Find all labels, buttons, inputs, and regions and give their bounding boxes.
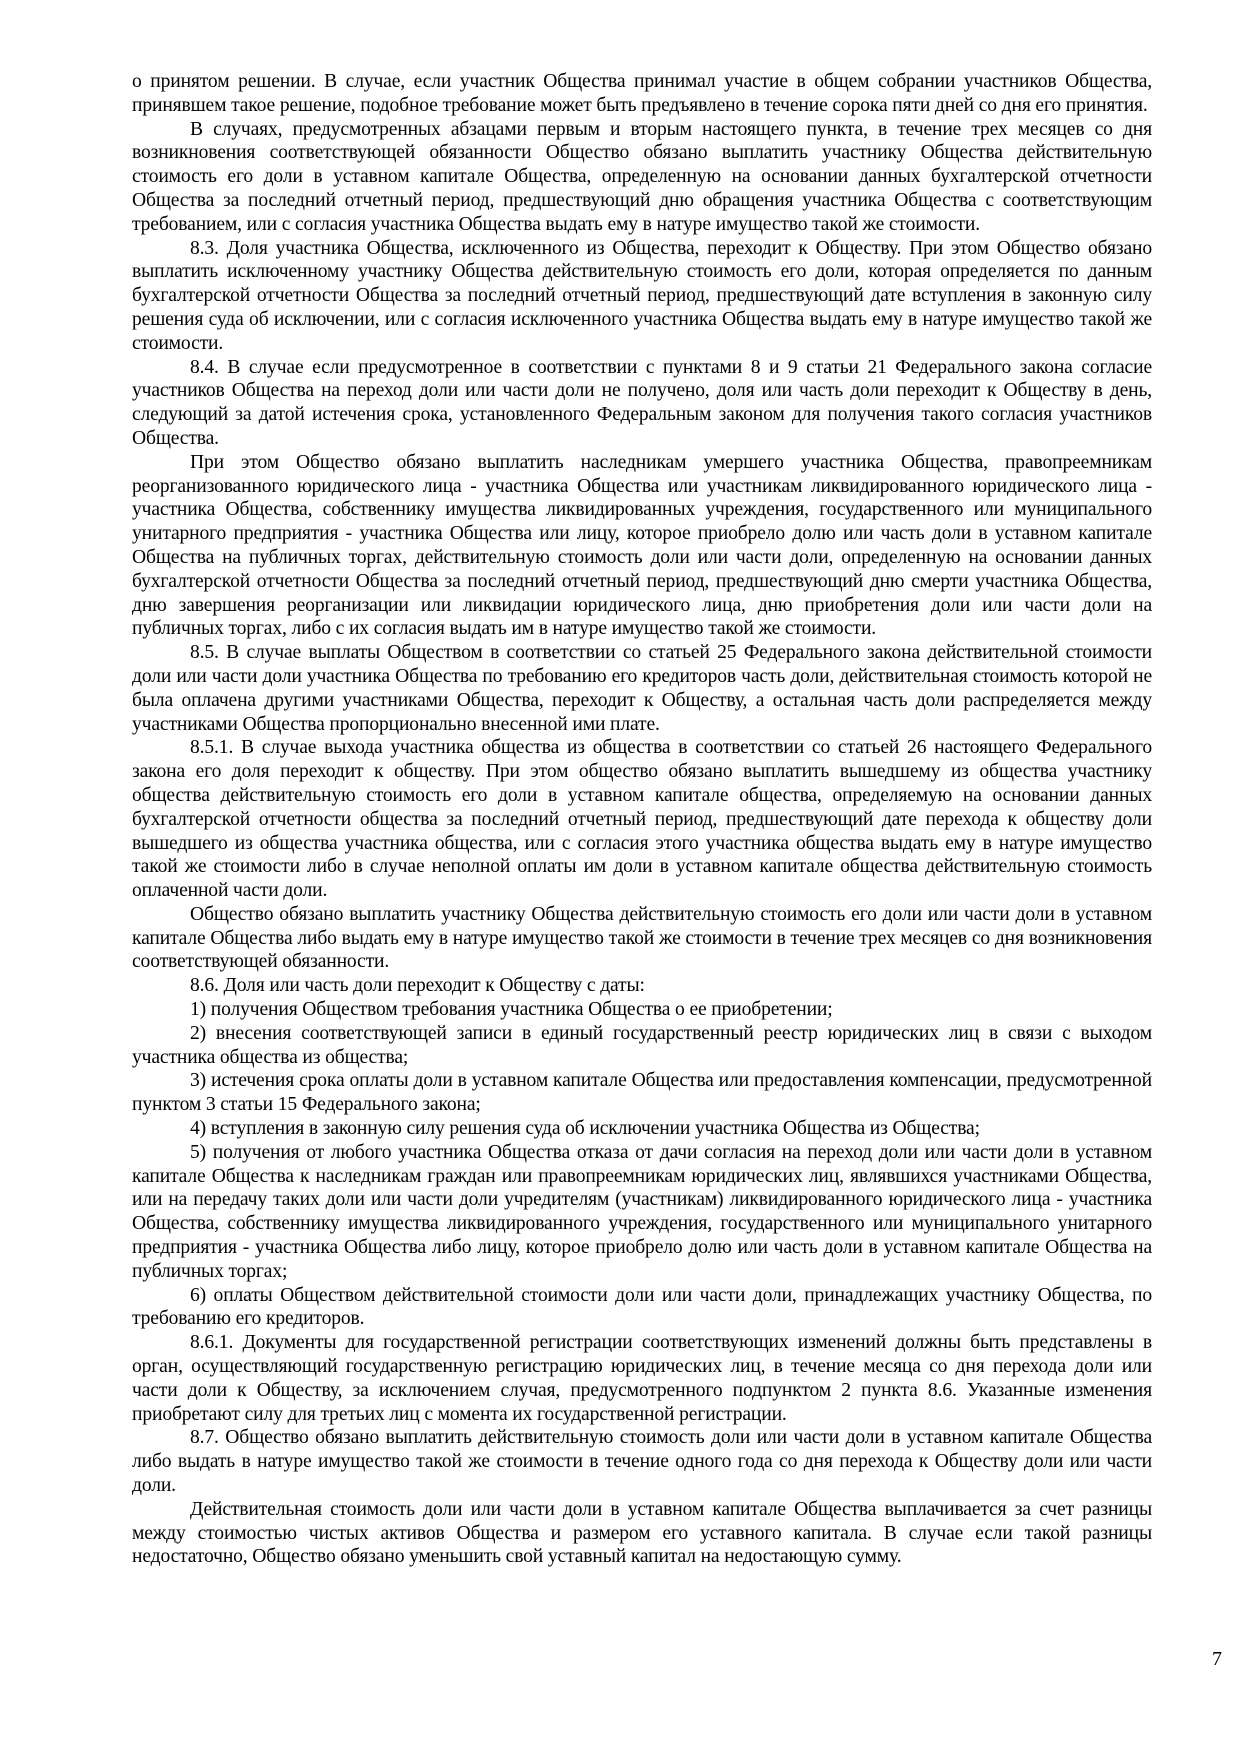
- paragraph-8-4: 8.4. В случае если предусмотренное в соответствии с пунктами 8 и 9 статьи 21 Федерального закона согласие участников Общества на переход доли или части доли не получено, доля или часть доли переходит к Обществу в день, следующий за датой истечения срока, установленного Федеральным законом для получения такого согласия участников Общества.: [132, 356, 1152, 449]
- document-body: [132, 70, 1152, 1569]
- list-item-6: 6) оплаты Обществом действительной стоимости доли или части доли, принадлежащих участнику Общества, по требованию его кредиторов.: [132, 1284, 1152, 1330]
- page-number: 7: [1212, 1648, 1222, 1670]
- paragraph-8-5-1: 8.5.1. В случае выхода участника общества из общества в соответствии со статьей 26 настоящего Федерального закона его доля переходит к обществу. При этом общество обязано выплатить вышедшему из общества участнику общества действительную стоимость его доли в уставном капитале общества, определяемую на основании данных бухгалтерской отчетности общества за последний отчетный период, предшествующий дате перехода к обществу доли вышедшего из общества участника общества, или с согласия этого участника общества выдать ему в натуре имущество такой же стоимости либо в случае неполной оплаты им доли в уставном капитале общества действительную стоимость оплаченной части доли.: [132, 737, 1152, 902]
- paragraph-actual-value: Действительная стоимость доли или части доли в уставном капитале Общества выплачивается за счет разницы между стоимостью чистых активов Общества и размером его уставного капитала. В случае если такой разницы недостаточно, Общество обязано уменьшить свой уставный капитал на недостающую сумму.: [132, 1498, 1152, 1568]
- paragraph-payment-obligation: Общество обязано выплатить участнику Общества действительную стоимость его доли или части доли в уставном капитале Общества либо выдать ему в натуре имущество такой же стоимости в течение трех месяцев со дня возникновения соответствующей обязанности.: [132, 903, 1152, 973]
- paragraph-8-6-1: 8.6.1. Документы для государственной регистрации соответствующих изменений должны быть представлены в орган, осуществляющий государственную регистрацию юридических лиц, в течение месяца со дня перехода доли или части доли к Обществу, за исключением случая, предусмотренного подпунктом 2 пункта 8.6. Указанные изменения приобретают силу для третьих лиц с момента их государственной регистрации.: [132, 1332, 1152, 1425]
- list-item-2: 2) внесения соответствующей записи в единый государственный реестр юридических лиц в связи с выходом участника общества из общества;: [132, 1022, 1152, 1068]
- list-item-5: 5) получения от любого участника Общества отказа от дачи согласия на переход доли или части доли в уставном капитале Общества к наследникам граждан или правопреемникам юридических лиц, являвшихся участниками Общества, или на передачу таких доли или части доли учредителям (участникам) ликвидированного юридического лица - участника Общества, собственнику имущества ликвидированного учреждения, государственного или муниципального унитарного предприятия - участника Общества либо лицу, которое приобрело долю или часть доли в уставном капитале Общества на публичных торгах;: [132, 1141, 1152, 1282]
- list-item-3: 3) истечения срока оплаты доли в уставном капитале Общества или предоставления компенсации, предусмотренной пунктом 3 статьи 15 Федерального закона;: [132, 1070, 1152, 1116]
- paragraph-8-5: 8.5. В случае выплаты Обществом в соответствии со статьей 25 Федерального закона действительной стоимости доли или части доли участника Общества по требованию его кредиторов часть доли, действительная стоимость которой не была оплачена другими участниками Общества, переходит к Обществу, а остальная часть доли распределяется между участниками Общества пропорционально внесенной ими плате.: [132, 642, 1152, 735]
- list-item-1: 1) получения Обществом требования участника Общества о ее приобретении;: [190, 999, 833, 1021]
- paragraph-payment-terms: В случаях, предусмотренных абзацами первым и вторым настоящего пункта, в течение трех месяцев со дня возникновения соответствующей обязанности Общество обязано выплатить участнику Общества действительную стоимость его доли в уставном капитале Общества, определенную на основании данных бухгалтерской отчетности Общества за последний отчетный период, предшествующий дню обращения участника Общества с соответствующим требованием, или с согласия участника Общества выдать ему в натуре имущество такой же стоимости.: [132, 118, 1152, 235]
- paragraph-heirs-payment: При этом Общество обязано выплатить наследникам умершего участника Общества, правопреемникам реорганизованного юридического лица - участника Общества или участникам ликвидированного юридического лица - участника Общества, собственнику имущества ликвидированных учреждения, государственного или муниципального унитарного предприятия - участника Общества или лицу, которое приобрело долю или часть доли в уставном капитале Общества на публичных торгах, действительную стоимость доли или части доли, определенную на основании данных бухгалтерской отчетности Общества за последний отчетный период, предшествующий дню смерти участника Общества, дню завершения реорганизации или ликвидации юридического лица, дню приобретения доли или части доли на публичных торгах, либо с их согласия выдать им в натуре имущество такой же стоимости.: [132, 451, 1152, 640]
- paragraph-8-3: 8.3. Доля участника Общества, исключенного из Общества, переходит к Обществу. При этом Общество обязано выплатить исключенному участнику Общества действительную стоимость его доли, которая определяется по данным бухгалтерской отчетности Общества за последний отчетный период, предшествующий дате вступления в законную силу решения суда об исключении, или с согласия исключенного участника Общества выдать ему в натуре имущество такой же стоимости.: [132, 237, 1152, 354]
- paragraph-continuation: о принятом решении. В случае, если участник Общества принимал участие в общем собрании участников Общества, принявшем такое решение, подобное требование может быть предъявлено в течение сорока пяти дней со дня его принятия.: [132, 71, 1152, 116]
- paragraph-8-7: 8.7. Общество обязано выплатить действительную стоимость доли или части доли в уставном капитале Общества либо выдать в натуре имущество такой же стоимости в течение одного года со дня перехода к Обществу доли или части доли.: [132, 1427, 1152, 1497]
- list-item-4: 4) вступления в законную силу решения суда об исключении участника Общества из Общества;: [190, 1118, 980, 1140]
- paragraph-8-6: 8.6. Доля или часть доли переходит к Обществу с даты:: [190, 975, 645, 997]
